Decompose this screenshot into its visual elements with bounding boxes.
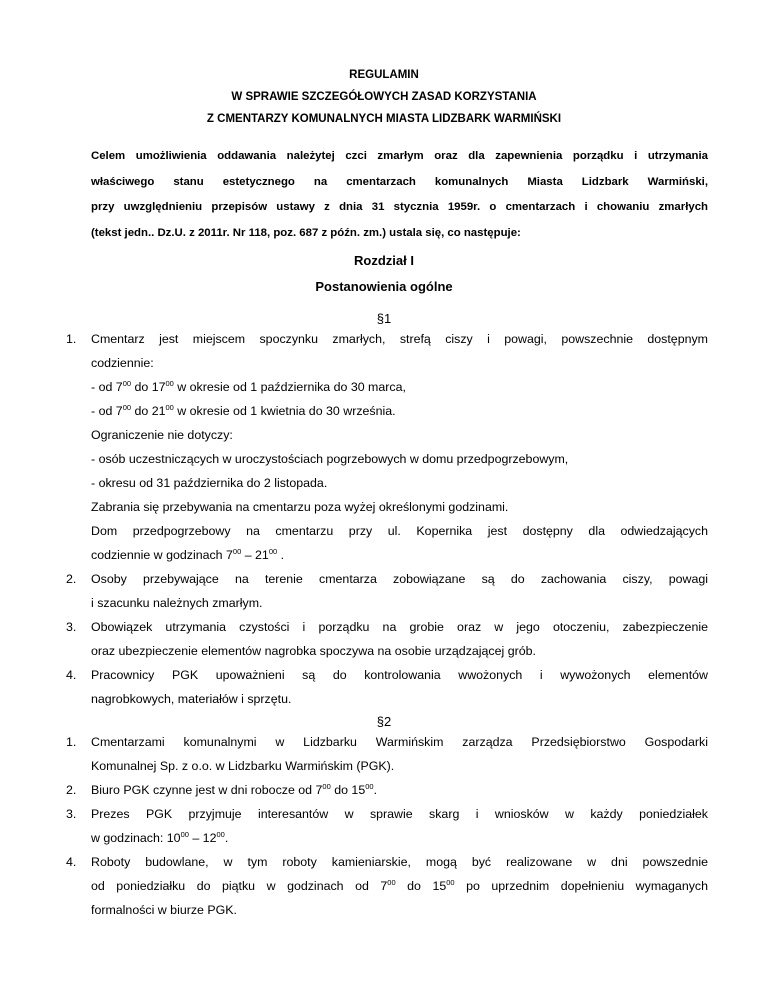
section-2-list bbox=[66, 730, 708, 922]
preamble-line-1: Celem umożliwienia oddawania należytej czci zmarłym oraz dla zapewnienia porządku i utrzymania bbox=[91, 150, 708, 162]
section-2-sign: §2 bbox=[376, 714, 392, 729]
hours-summer: - od $7^{00}$ do $21^{00}$ w okresie od 1 kwietnia do 30 września. bbox=[91, 403, 396, 418]
office-hours: Biuro PGK czynne jest w dni robocze od $7^{00}$ do $15^{00}$. bbox=[91, 782, 378, 797]
list-item bbox=[66, 730, 708, 778]
item-line: Cmentarzami komunalnymi w Lidzbarku Warmińskim zarządza Przedsiębiorstwo Gospodarki bbox=[91, 735, 708, 749]
item-number: 2. bbox=[66, 572, 77, 586]
item-line: Zabrania się przebywania na cmentarzu poza wyżej określonymi godzinami. bbox=[91, 500, 509, 514]
section-1-list bbox=[66, 327, 708, 711]
preamble-line-2: właściwego stanu estetycznego na cmentarzach komunalnych Miasta Lidzbark Warmiński, bbox=[91, 175, 708, 188]
item-line: i szacunku należnych zmarłym. bbox=[91, 596, 263, 610]
preamble-line-4: (tekst jedn.. Dz.U. z 2011r. Nr 118, poz. 687 z późn. zm.) ustala się, co następuje: bbox=[91, 226, 521, 239]
list-item bbox=[66, 778, 708, 802]
title-line-3: Z CMENTARZY KOMUNALNYCH MIASTA LIDZBARK WARMIŃSKI bbox=[206, 113, 562, 125]
title-line-2: W SPRAWIE SZCZEGÓŁOWYCH ZASAD KORZYSTANIA bbox=[231, 91, 537, 103]
president-hours: w godzinach: $10^{00} - 12^{00}$. bbox=[91, 830, 229, 845]
item-line: Obowiązek utrzymania czystości i porządku na grobie oraz w jego otoczeniu, zabezpieczenie bbox=[91, 620, 708, 634]
chapter-heading bbox=[0, 248, 768, 300]
list-item bbox=[66, 615, 708, 663]
item-line: Komunalnej Sp. z o.o. w Lidzbarku Warmińskim (PGK). bbox=[91, 759, 395, 773]
chapter-title: Rozdział I bbox=[354, 253, 414, 268]
works-hours: od poniedziałku do piątku w godzinach od $7^{00}$ do $15^{00}$ po uprzednim dopełnieniu wymaganych bbox=[91, 878, 708, 893]
section-1-sign: §1 bbox=[376, 311, 392, 326]
preamble bbox=[91, 144, 708, 246]
chapter-subtitle: Postanowienia ogólne bbox=[315, 279, 453, 294]
item-line: Pracownicy PGK upoważnieni są do kontrolowania wwożonych i wywożonych elementów bbox=[91, 668, 708, 682]
item-number: 4. bbox=[66, 855, 77, 869]
item-number: 2. bbox=[66, 783, 77, 797]
list-item bbox=[66, 327, 708, 567]
list-item bbox=[66, 663, 708, 711]
item-line: Ograniczenie nie dotyczy: bbox=[91, 428, 233, 442]
item-line: - osób uczestniczących w uroczystościach pogrzebowych w domu przedpogrzebowym, bbox=[91, 452, 569, 466]
list-item bbox=[66, 567, 708, 615]
house-hours: codziennie w godzinach $7^{00} - 21^{00}$ . bbox=[91, 547, 285, 562]
item-number: 3. bbox=[66, 807, 77, 821]
list-item bbox=[66, 850, 708, 922]
item-line: nagrobkowych, materiałów i sprzętu. bbox=[91, 692, 292, 706]
title-line-1: REGULAMIN bbox=[349, 69, 419, 81]
item-number: 3. bbox=[66, 620, 77, 634]
document-title bbox=[0, 64, 768, 130]
item-line: - okresu od 31 października do 2 listopada. bbox=[91, 476, 328, 490]
item-line: Roboty budowlane, w tym roboty kamieniarskie, mogą być realizowane w dni powszednie bbox=[91, 855, 708, 869]
item-line: formalności w biurze PGK. bbox=[91, 903, 237, 917]
item-line: Osoby przebywające na terenie cmentarza zobowiązane są do zachowania ciszy, powagi bbox=[91, 572, 708, 586]
item-number: 1. bbox=[66, 735, 77, 749]
item-number: 1. bbox=[66, 332, 77, 346]
list-item bbox=[66, 802, 708, 850]
item-line: oraz ubezpieczenie elementów nagrobka spoczywa na osobie urządzającej grób. bbox=[91, 644, 536, 658]
item-line: Dom przedpogrzebowy na cmentarzu przy ul. Kopernika jest dostępny dla odwiedzających bbox=[91, 524, 708, 538]
hours-winter: - od $7^{00}$ do $17^{00}$ w okresie od 1 października do 30 marca, bbox=[91, 379, 406, 394]
item-number: 4. bbox=[66, 668, 77, 682]
item-line: Prezes PGK przyjmuje interesantów w sprawie skarg i wniosków w każdy poniedziałek bbox=[91, 807, 708, 821]
item-line: Cmentarz jest miejscem spoczynku zmarłych, strefą ciszy i powagi, powszechnie dostępnym bbox=[91, 332, 708, 346]
preamble-line-3: przy uwzględnieniu przepisów ustawy z dnia 31 stycznia 1959r. o cmentarzach i chowaniu zmarłych bbox=[91, 201, 708, 213]
item-line: codziennie: bbox=[91, 356, 154, 370]
